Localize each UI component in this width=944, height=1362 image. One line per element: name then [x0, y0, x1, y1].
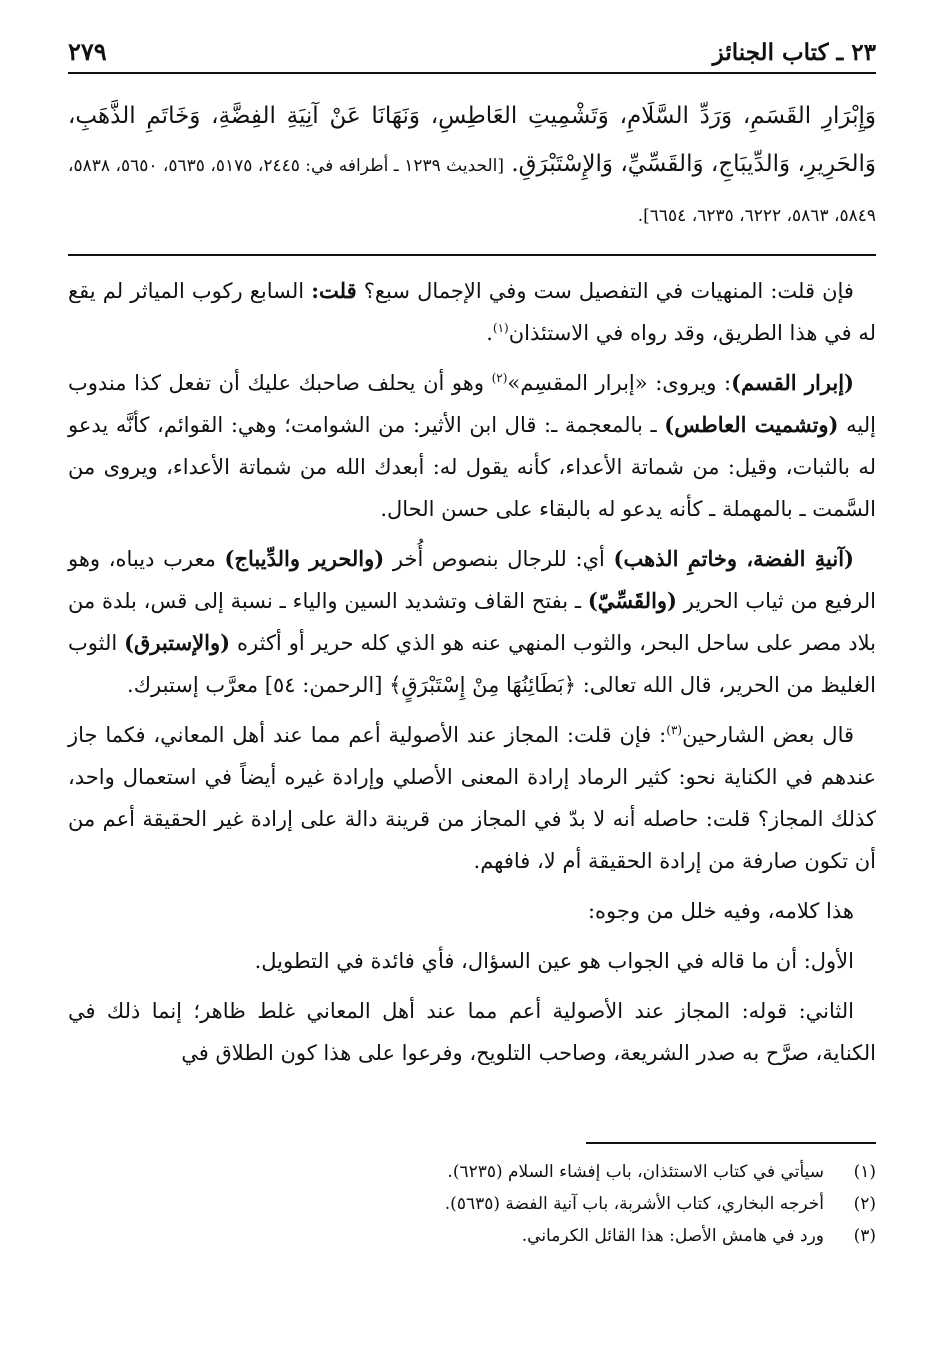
text-run: .	[486, 321, 493, 345]
footnotes	[68, 1156, 876, 1252]
text-run: ـ بالمعجمة ـ: قال ابن الأثير: من الشوامت؛ وهي: القوائم، كأنَّه يدعو له بالثبات، وقيل: من شماتة الأعداء، كأنه يقول له: أبعدك الله من شماتة الأعداء، ويروى من السَّمت ـ بالمهملة ـ كأنه يدعو له بالبقاء على حسن الحال.	[68, 413, 876, 521]
commentary-paragraph-5: هذا كلامه، وفيه خلل من وجوه:	[587, 899, 854, 923]
footnote-number: (١)	[853, 1162, 876, 1182]
text-run: فإن قلت: المنهيات في التفصيل ست وفي الإجمال سبع؟	[363, 279, 854, 303]
footnote-text: ورد في هامش الأصل: هذا القائل الكرماني.	[521, 1226, 824, 1246]
quran-quote: ﴿بَطَائِنُهَا مِنْ إِسْتَبْرَقٍ﴾	[389, 673, 577, 697]
bold-term: قلت:	[311, 278, 357, 303]
commentary-paragraph-6: الأول: أن ما قاله في الجواب هو عين السؤال، فأي فائدة في التطويل.	[254, 949, 854, 973]
footnote-number: (٣)	[853, 1226, 876, 1246]
bold-term: (وتشميت العاطس)	[664, 412, 839, 437]
text-run: وهو أن يحلف صاحبك عليك أن تفعل كذا مندوب إليه	[68, 371, 876, 437]
bold-term: (والحرير والدِّيباج)	[224, 546, 385, 571]
text-run: قال بعض الشارحين	[682, 723, 855, 747]
hadith-reference: [الحديث ١٢٣٩ ـ أطرافه في: ٢٤٤٥، ٥١٧٥، ٥٦٣٥، ٥٦٥٠، ٥٨٣٨، ٥٨٤٩، ٥٨٦٣، ٦٢٢٢، ٦٢٣٥، ٦٦٥٤].	[68, 156, 876, 226]
commentary	[68, 270, 876, 1082]
bold-term: (والإستبرق)	[124, 630, 231, 655]
footnote-rule	[586, 1142, 876, 1144]
commentary-paragraph-1	[68, 270, 876, 354]
footnote-text: أخرجه البخاري، كتاب الأشربة، باب آنية الفضة (٥٦٣٥).	[444, 1194, 824, 1214]
text-run: [الرحمن: ٥٤] معرَّب إستبرك.	[127, 673, 390, 697]
commentary-paragraph-7: الثاني: قوله: المجاز عند الأصولية أعم مما عند أهل المعاني غلط ظاهر؛ إنما ذلك في الكناية، صرَّح به صدر الشريعة، وصاحب التلويح، وفرعوا على هذا كون الطلاق في	[68, 999, 876, 1065]
running-header	[68, 28, 876, 74]
footnote-item	[68, 1156, 876, 1188]
footnote-number: (٢)	[853, 1194, 876, 1214]
footnote-item	[68, 1220, 876, 1252]
section-divider	[68, 254, 876, 256]
text-run: السابع ركوب المياثر لم يقع له في هذا الطريق، وقد رواه في الاستئذان	[68, 279, 876, 345]
chapter-title: ٢٣ ـ كتاب الجنائز	[712, 39, 876, 66]
footnote-marker[interactable]: (١)	[492, 321, 509, 335]
footnote-marker[interactable]: (٣)	[666, 723, 683, 737]
hadith-text	[68, 92, 876, 240]
footnote-item	[68, 1188, 876, 1220]
text-run: : فإن قلت: المجاز عند الأصولية أعم مما عند أهل المعاني، فكما جاز عندهم في الكناية نحو: كثير الرماد إرادة المعنى الأصلي وإرادة غيره أيضاً في استعمال واحد، كذلك المجاز؟ قلت: حاصله أنه لا بدّ في المجاز من قرينة دالة على إرادة غير الحقيقة أعم من أن تكون صارفة من إرادة الحقيقة أم لا، فافهم.	[68, 723, 876, 873]
footnote-marker[interactable]: (٢)	[491, 371, 508, 385]
commentary-paragraph-3	[68, 538, 876, 706]
text-run: أي: للرجال بنصوص أُخر	[384, 547, 614, 571]
commentary-paragraph-4	[68, 714, 876, 882]
text-run: : ويروى: «إبرار المقسِم»	[507, 371, 732, 395]
text-run: ـ بفتح القاف وتشديد السين والياء ـ نسبة إلى قس، بلدة من بلاد مصر على ساحل البحر، والثوب المنهي عنه هو الذي كله حرير أو أكثره	[68, 589, 876, 655]
text-run: معرب ديباه، وهو الرفيع من ثياب الحرير	[68, 547, 876, 613]
bold-term: (إبرار القسم)	[731, 370, 854, 395]
footnote-text: سيأتي في كتاب الاستئذان، باب إفشاء السلام (٦٢٣٥).	[447, 1162, 824, 1182]
text-run: الثوب الغليظ من الحرير، قال الله تعالى:	[68, 631, 876, 697]
bold-term: (والقَسِّيّ)	[587, 588, 677, 613]
hadith-matn: وَإِبْرَارِ القَسَمِ، وَرَدِّ السَّلَامِ، وَتَشْمِيتِ العَاطِسِ، وَنَهَانَا عَنْ آنِيَةِ الفِضَّةِ، وَخَاتَمِ الذَّهَبِ، وَالحَرِيرِ، وَالدِّيبَاجِ، وَالقَسِّيِّ، وَالإِسْتَبْرَقِ.	[68, 103, 877, 177]
page-number: ٢٧٩	[68, 37, 107, 66]
commentary-paragraph-2	[68, 362, 876, 530]
bold-term: (آنيةِ الفضة، وخاتمِ الذهب)	[613, 546, 854, 571]
